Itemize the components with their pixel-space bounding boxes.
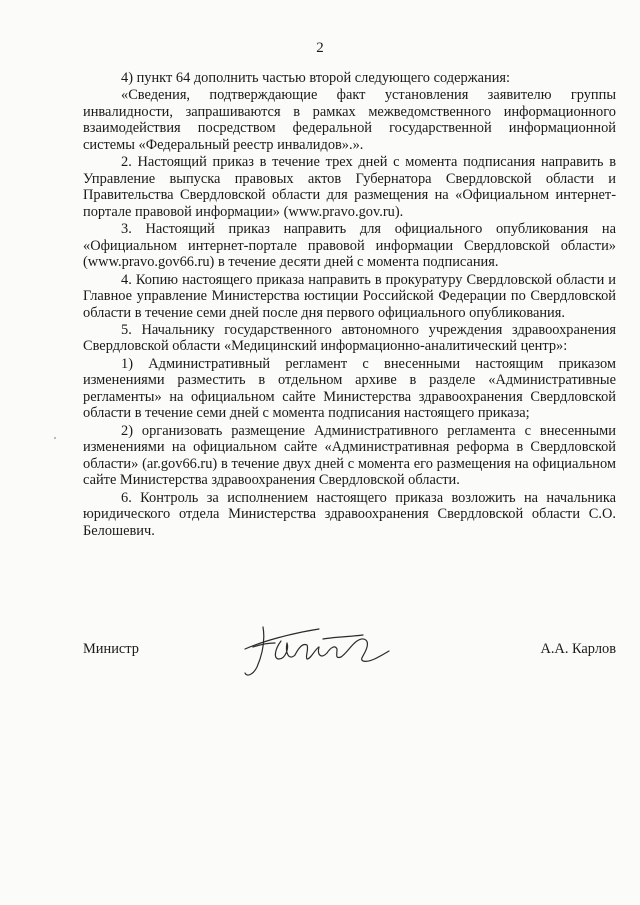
signatory-name: А.А. Карлов [540, 641, 616, 657]
signatory-position: Министр [83, 641, 139, 657]
paragraph-2: 2. Настоящий приказ в течение трех дней с момента подписания направить в Управление выпуска правовых актов Губернатора Свердловской области и Правительства Свердловской области для размещения на «Официальном интернет-портале правовой информации» (www.pravo.gov.ru). [83, 154, 616, 220]
paragraph-item-4: 4) пункт 64 дополнить частью второй следующего содержания: [121, 70, 511, 86]
handwritten-signature [223, 619, 453, 681]
paragraph-3: 3. Настоящий приказ направить для официального опубликования на «Официальном интернет-портале правовой информации Свердловской области» (www.pravo.gov66.ru) в течение десяти дней с момента подписания. [83, 221, 616, 271]
paragraph-5-2: 2) организовать размещение Административного регламента с внесенными изменениями на официальном сайте «Административная реформа в Свердловской области» (ar.gov66.ru) в течение двух дней с момента его размещения на официальном сайте Министерства здравоохранения Свердловской области. [83, 422, 616, 489]
signature-block [83, 641, 616, 671]
paragraph-5: 5. Начальнику государственного автономного учреждения здравоохранения Свердловской области «Медицинский информационно-аналитический центр»: [83, 321, 616, 355]
paragraph-6: 6. Контроль за исполнением настоящего приказа возложить на начальника юридического отдела Министерства здравоохранения Свердловской области С.О. Белошевич. [83, 489, 616, 539]
paragraph-5-1: 1) Административный регламент с внесенными настоящим приказом изменениями разместить в отдельном архиве в разделе «Административные регламенты» на официальном сайте Министерства здравоохранения Свердловской области в течение семи дней с момента подписания настоящего приказа; [83, 355, 616, 422]
page-number: 2 [316, 40, 324, 56]
document-body [83, 70, 616, 539]
paragraph-4: 4. Копию настоящего приказа направить в прокуратуру Свердловской области и Главное управление Министерства юстиции Российской Федерации по Свердловской области в течение семи дней после дня первого официального опубликования. [83, 271, 616, 321]
scan-speck [54, 437, 56, 439]
paragraph-quote: «Сведения, подтверждающие факт установления заявителю группы инвалидности, запрашиваются в рамках межведомственного информационного взаимодействия посредством федеральной государственной информационной системы «Федеральный реестр инвалидов».». [83, 87, 616, 153]
